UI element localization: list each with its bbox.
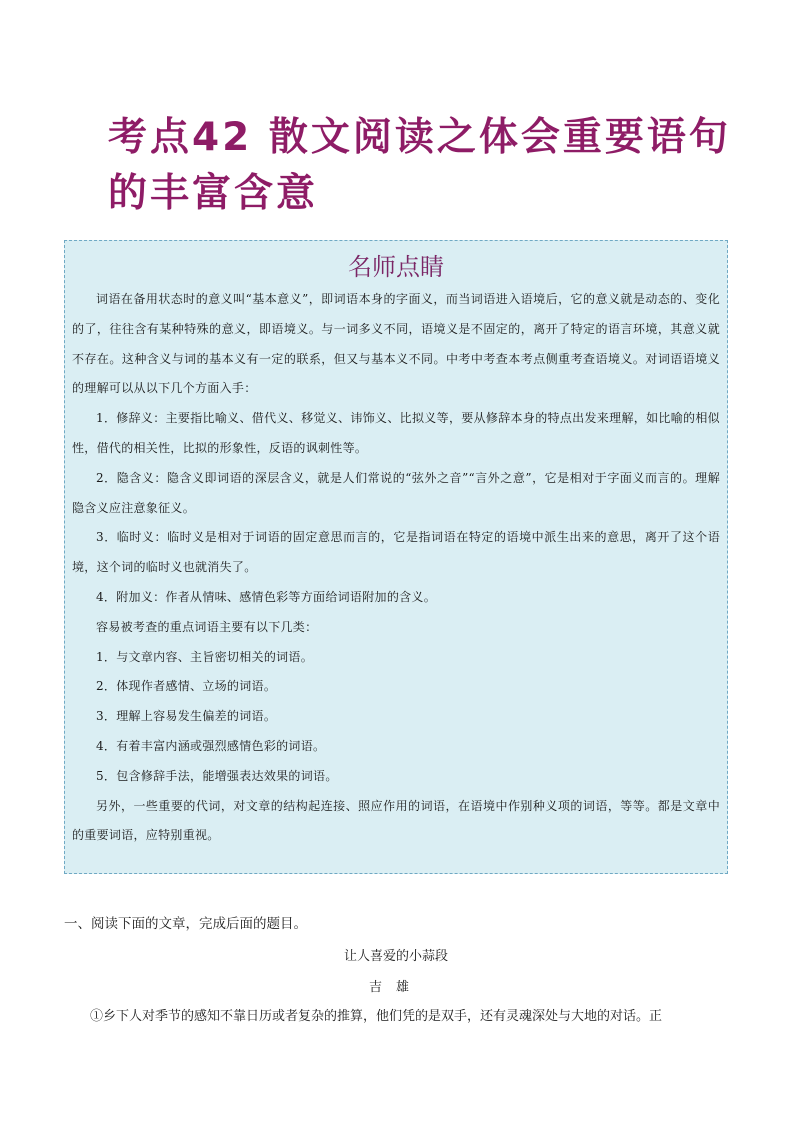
question-instruction: 一、阅读下面的文章，完成后面的题目。 <box>64 916 307 931</box>
tip-paragraph: 4．附加义：作者从情味、感情色彩等方面给词语附加的含义。 <box>96 589 437 604</box>
tip-paragraph: 2．体现作者感情、立场的词语。 <box>96 679 277 694</box>
tip-paragraph: 词语在备用状态时的意义叫“基本意义”，即词语本身的字面义，而当词语进入语境后，它的意义就是动态的、变化的了，往往含有某种特殊的意义，即语境义。与一词多义不同，语境义是不固定的，离开了特定的语言环境，其意义就不存在。这种含义与词的基本义有一定的联系，但又与基本义不同。中考中考查本考点侧重考查语境义。对词语语境义的理解可以从以下几个方面入手： <box>72 292 720 396</box>
tip-paragraph: 1．修辞义：主要指比喻义、借代义、移觉义、讳饰义、比拟义等，要从修辞本身的特点出发来理解，如比喻的相似性，借代的相关性，比拟的形象性，反语的讽刺性等。 <box>72 411 720 455</box>
box-body <box>72 285 720 851</box>
tip-paragraph: 1．与文章内容、主旨密切相关的词语。 <box>96 649 314 664</box>
tip-paragraph: 5．包含修辞手法，能增强表达效果的词语。 <box>96 768 338 783</box>
box-heading: 名师点睛 <box>348 253 444 281</box>
tip-paragraph: 3．临时义：临时义是相对于词语的固定意思而言的，它是指词语在特定的语境中派生出来的意思，离开了这个语境，这个词的临时义也就消失了。 <box>72 530 720 575</box>
tip-paragraph: 另外，一些重要的代词，对文章的结构起连接、照应作用的词语，在语境中作别种义项的词语，等等。都是文章中的重要词语，应特别重视。 <box>72 798 720 843</box>
page-title: 考点42 散文阅读之体会重要语句的丰富含意 <box>108 115 731 216</box>
article-author: 吉雄 <box>368 980 423 995</box>
tip-paragraph: 3．理解上容易发生偏差的词语。 <box>96 709 277 724</box>
tip-paragraph: 容易被考查的重点词语主要有以下几类： <box>96 619 318 634</box>
tip-paragraph: 2．隐含义：隐含义即词语的深层含义，就是人们常说的“弦外之音”“言外之意”，它是相对于字面义而言的。理解隐含义应注意象征义。 <box>72 470 720 515</box>
article-first-line: ①乡下人对季节的感知不靠日历或者复杂的推算，他们凭的是双手，还有灵魂深处与大地的对话。正 <box>90 1009 663 1024</box>
teacher-tips-box <box>64 240 728 874</box>
tip-paragraph: 4．有着丰富内涵或强烈感情色彩的词语。 <box>96 738 326 753</box>
article-title: 让人喜爱的小蒜段 <box>343 949 448 964</box>
